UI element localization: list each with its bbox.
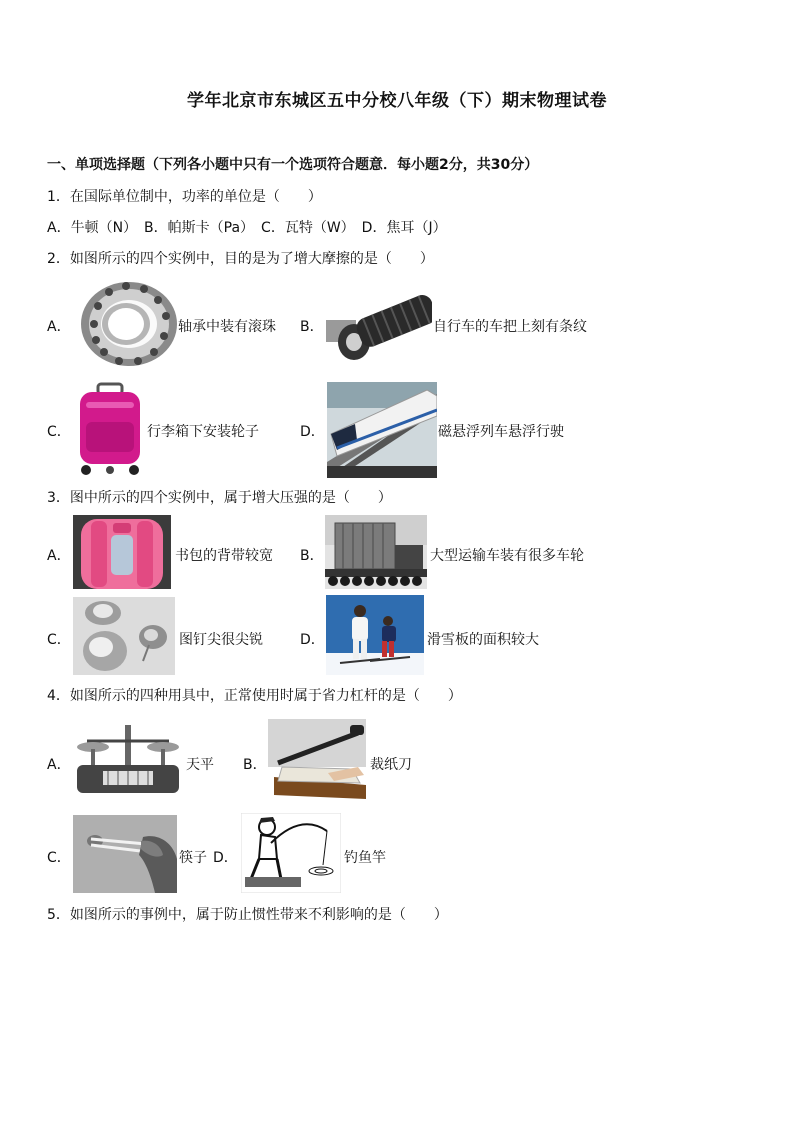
section-heading: 一、单项选择题（下列各小题中只有一个选项符合题意．每小题2分，共30分） xyxy=(47,157,539,173)
q2-option-b-letter: B． xyxy=(300,319,324,335)
q3-option-d-text: 滑雪板的面积较大 xyxy=(427,632,539,648)
q3-option-c-letter: C． xyxy=(47,632,71,648)
question-2-stem: 2．如图所示的四个实例中，目的是为了增大摩擦的是（ ） xyxy=(47,251,434,267)
q2-option-d-letter: D． xyxy=(300,424,325,440)
q2-option-c-text: 行李箱下安装轮子 xyxy=(147,424,259,440)
question-1-options: A．牛顿（N） B．帕斯卡（Pa） C．瓦特（W） D．焦耳（J） xyxy=(47,220,447,236)
q3-option-d-letter: D． xyxy=(300,632,325,648)
backpack-image xyxy=(73,515,171,589)
chopsticks-image xyxy=(73,815,177,893)
balance-scale-image xyxy=(73,719,183,801)
q3-option-c-text: 图钉尖很尖锐 xyxy=(179,632,263,648)
bike-handle-image xyxy=(326,282,432,364)
q4-option-a-text: 天平 xyxy=(186,757,214,773)
question-1-stem: 1．在国际单位制中，功率的单位是（ ） xyxy=(47,189,322,205)
question-3-stem: 3．图中所示的四个实例中，属于增大压强的是（ ） xyxy=(47,490,392,506)
fishing-rod-image xyxy=(241,813,341,893)
q2-option-a-letter: A． xyxy=(47,319,71,335)
q4-option-a-letter: A． xyxy=(47,757,71,773)
transport-truck-image xyxy=(325,515,427,589)
bearing-image xyxy=(74,276,178,372)
q3-option-a-text: 书包的背带较宽 xyxy=(175,548,273,564)
thumbtack-image xyxy=(73,597,175,675)
maglev-train-image xyxy=(327,382,437,478)
q2-option-a-text: 轴承中装有滚珠 xyxy=(178,319,276,335)
q4-option-c-text: 筷子 xyxy=(179,850,207,866)
skiers-image xyxy=(326,595,424,675)
page-title: 学年北京市东城区五中分校八年级（下）期末物理试卷 xyxy=(187,91,607,111)
q4-option-b-text: 裁纸刀 xyxy=(370,757,412,773)
luggage-image xyxy=(76,382,144,476)
question-4-stem: 4．如图所示的四种用具中，正常使用时属于省力杠杆的是（ ） xyxy=(47,688,462,704)
q3-option-b-letter: B． xyxy=(300,548,324,564)
q4-option-b-letter: B． xyxy=(243,757,267,773)
q3-option-b-text: 大型运输车装有很多车轮 xyxy=(430,548,584,564)
q3-option-a-letter: A． xyxy=(47,548,71,564)
question-5-stem: 5．如图所示的事例中，属于防止惯性带来不利影响的是（ ） xyxy=(47,907,448,923)
q2-option-d-text: 磁悬浮列车悬浮行驶 xyxy=(438,424,564,440)
q4-option-c-letter: C． xyxy=(47,850,71,866)
q2-option-c-letter: C． xyxy=(47,424,71,440)
q4-option-d-text: 钓鱼竿 xyxy=(344,850,386,866)
paper-cutter-image xyxy=(268,719,366,801)
q2-option-b-text: 自行车的车把上刻有条纹 xyxy=(433,319,587,335)
q4-option-d-letter: D． xyxy=(213,850,238,866)
